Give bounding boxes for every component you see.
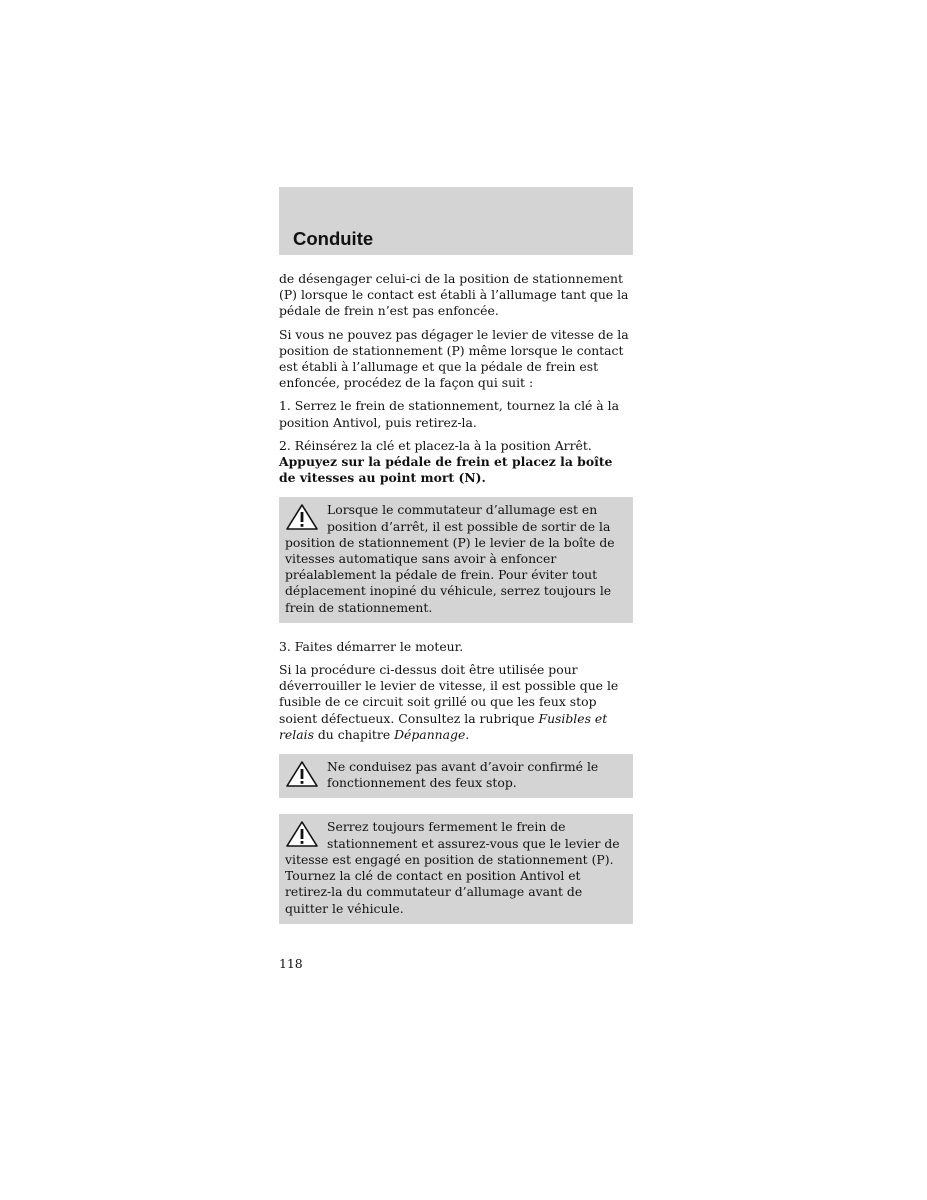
warning-triangle-icon: [285, 503, 319, 531]
warning-triangle-icon: [285, 820, 319, 848]
fuse-text-c: .: [465, 726, 470, 742]
step-3: 3. Faites démarrer le moteur.: [279, 638, 464, 654]
warning-box-parking-brake: [279, 814, 633, 923]
warning-text: Lorsque le commutateur d’allumage est en position d’arrêt, il est possible de sortir de la position de stationnement (P) le levier de la boîte de vitesses automatique sans avoir à enfoncer préalablement la pédale de frein. Pour éviter tout déplacement inopiné du véhicule, serrez toujours le frein de stationnement.: [285, 502, 615, 615]
step-2-text: 2. Réinsérez la clé et placez-la à la position Arrêt.: [279, 437, 592, 453]
page-number: 118: [279, 956, 303, 971]
step-1: 1. Serrez le frein de stationnement, tournez la clé à la position Antivol, puis retirez-la.: [279, 398, 619, 430]
paragraph-intro: de désengager celui-ci de la position de stationnement (P) lorsque le contact est établi à l’allumage tant que la pédale de frein n’est pas enfoncée.: [279, 271, 629, 319]
warning-box-ignition: [279, 497, 633, 622]
section-header: [279, 187, 633, 255]
paragraph-fuse: [279, 662, 633, 743]
warning-triangle-icon: [285, 760, 319, 788]
page-body: [279, 271, 633, 924]
warning-text: Serrez toujours fermement le frein de stationnement et assurez-vous que le levier de vitesse est engagé en position de stationnement (P). Tournez la clé de contact en position Antivol et retirez-la du commutateur d’allumage avant de quitter le véhicule.: [285, 819, 620, 916]
section-title: Conduite: [293, 228, 374, 249]
fuse-text-a: Si la procédure ci-dessus doit être utilisée pour déverrouiller le levier de vitesse, il est possible que le fusible de ce circuit soit grillé ou que les feux stop soient défectueux. Consultez la rubrique: [279, 662, 619, 726]
step-2-bold-text: Appuyez sur la pédale de frein et placez la boîte de vitesses au point mort (N).: [279, 454, 613, 486]
step-2: [279, 438, 633, 487]
fuse-link-fuses-relays: Fusibles et relais: [279, 710, 608, 742]
fuse-link-troubleshooting: Dépannage: [394, 726, 466, 742]
manual-page: [279, 187, 633, 924]
paragraph-cannot-disengage: Si vous ne pouvez pas dégager le levier de vitesse de la position de stationnement (P) même lorsque le contact est établi à l’allumage et que la pédale de frein est enfoncée, procédez de la façon qui suit :: [279, 326, 629, 391]
warning-text: Ne conduisez pas avant d’avoir confirmé le fonctionnement des feux stop.: [327, 759, 599, 791]
warning-box-brake-lights: [279, 754, 633, 798]
fuse-text-b: du chapitre: [313, 726, 395, 742]
